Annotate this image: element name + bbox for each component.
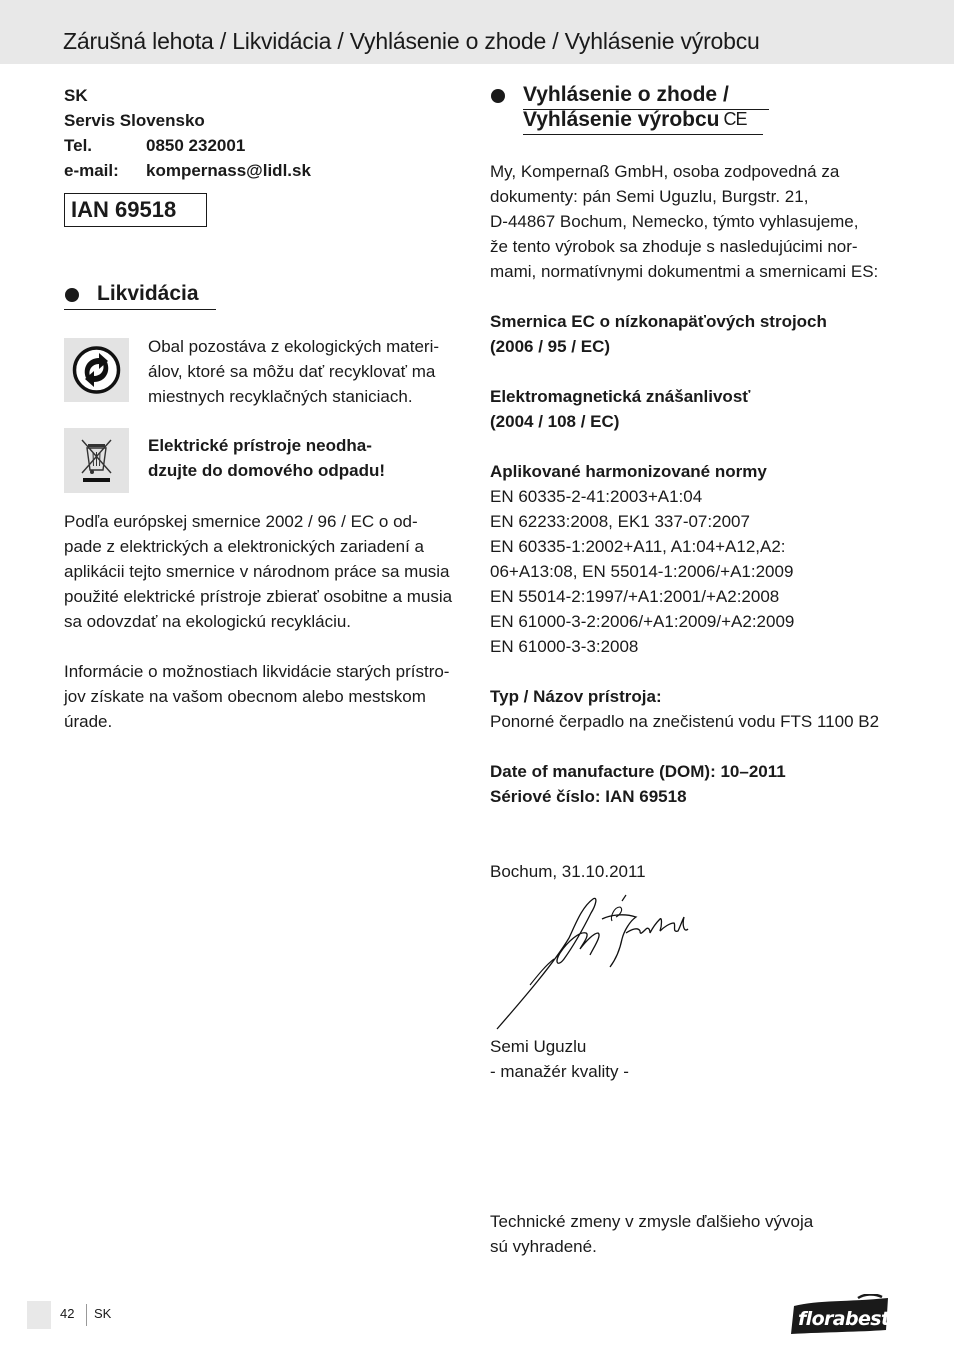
intro-line-2: dokumenty: pán Semi Uguzlu, Burgstr. 21,: [490, 187, 809, 206]
norm-line-6: EN 61000-3-2:2006/+A1:2009/+A2:2009: [490, 612, 795, 631]
page-title: Zárušná lehota / Likvidácia / Vyhlásenie o zhode / Vyhlásenie výrobcu: [63, 28, 760, 54]
section-bullet-icon: [65, 288, 79, 302]
signer-role: - manažér kvality -: [490, 1062, 629, 1081]
disposal-para1-line-2: pade z elektrických a elektronických zariadení a: [64, 537, 425, 556]
tel-label: Tel.: [64, 136, 93, 155]
section-bullet-icon: [491, 89, 505, 103]
conformity-heading-underline-2: [523, 134, 763, 135]
conformity-heading-line-2: [523, 107, 747, 133]
weee-icon-box: [64, 428, 129, 493]
intro-line-3: D-44867 Bochum, Nemecko, týmto vyhlasujeme,: [490, 212, 859, 231]
lv-directive-line-1: Smernica EC o nízkonapäťových strojoch: [490, 312, 827, 331]
ce-mark-icon: CE: [723, 109, 747, 129]
norm-line-7: EN 61000-3-3:2008: [490, 637, 639, 656]
disposal-heading-underline: [64, 309, 216, 310]
recycle-icon-box: [64, 338, 129, 402]
norm-line-1: EN 60335-2-41:2003+A1:04: [490, 487, 703, 506]
emc-line-2: (2004 / 108 / EC): [490, 412, 620, 431]
type-heading: Typ / Názov prístroja:: [490, 687, 662, 706]
service-contact: [64, 83, 311, 183]
contact-service: Servis Slovensko: [64, 111, 205, 130]
ian-box: IAN 69518: [64, 193, 207, 227]
contact-country: SK: [64, 86, 88, 105]
norms-heading: Aplikované harmonizované normy: [490, 462, 767, 481]
email-label: e-mail:: [64, 161, 119, 180]
disposal-para2-line-2: jov získate na vašom obecnom alebo mestskom: [64, 687, 426, 706]
weee-line-2: dzujte do domového odpadu!: [148, 461, 386, 480]
changes-line-1: Technické zmeny v zmysle ďalšieho vývoja: [490, 1212, 814, 1231]
emc-line-1: Elektromagnetická znášanlivosť: [490, 387, 751, 406]
footer-language: SK: [94, 1306, 112, 1321]
norm-line-5: EN 55014-2:1997/+A1:2001/+A2:2008: [490, 587, 780, 606]
disposal-para1-line-5: sa odovzdať na ekologickú recykláciu.: [64, 612, 352, 631]
conformity-heading-text: Vyhlásenie výrobcu: [523, 108, 720, 131]
disposal-para1-line-3: aplikácii tejto smernice v národnom práce sa musia: [64, 562, 450, 581]
serial-line: Sériové číslo: IAN 69518: [490, 787, 687, 806]
crossed-out-wheelie-bin-icon: [64, 428, 129, 493]
weee-line-1: Elektrické prístroje neodha-: [148, 436, 372, 455]
type-value: Ponorné čerpadlo na znečistenú vodu FTS 1100 B2: [490, 712, 880, 731]
footer-square: [27, 1301, 51, 1329]
disposal-para1-line-4: použité elektrické prístroje zbierať osobitne a musia: [64, 587, 453, 606]
norm-line-3: EN 60335-1:2002+A11, A1:04+A12,A2:: [490, 537, 786, 556]
packaging-line-1: Obal pozostáva z ekologických materi-: [148, 337, 440, 356]
contact-tel: [64, 133, 311, 158]
norm-line-2: EN 62233:2008, EK1 337-07:2007: [490, 512, 750, 531]
email-value: kompernass@lidl.sk: [146, 161, 311, 180]
florabest-logo: [788, 1294, 892, 1336]
disposal-para2-line-1: Informácie o možnostiach likvidácie starých prístro-: [64, 662, 450, 681]
contact-email: [64, 158, 311, 183]
intro-line-5: mami, normatívnymi dokumentmi a smernicami ES:: [490, 262, 879, 281]
place-date: Bochum, 31.10.2011: [490, 862, 646, 881]
signer-name: Semi Uguzlu: [490, 1037, 587, 1056]
packaging-line-3: miestnych recyklačných staniciach.: [148, 387, 413, 406]
footer-divider: [86, 1304, 87, 1326]
disposal-para1-line-1: Podľa európskej smernice 2002 / 96 / EC o od-: [64, 512, 418, 531]
intro-line-1: My, Kompernaß GmbH, osoba zodpovedná za: [490, 162, 840, 181]
page-number: 42: [60, 1306, 75, 1321]
norm-line-4: 06+A13:08, EN 55014-1:2006/+A1:2009: [490, 562, 794, 581]
dom-line: Date of manufacture (DOM): 10–2011: [490, 762, 786, 781]
lv-directive-line-2: (2006 / 95 / EC): [490, 337, 611, 356]
packaging-line-2: álov, ktoré sa môžu dať recyklovať ma: [148, 362, 436, 381]
florabest-logo-text: florabest: [798, 1308, 890, 1330]
recycling-arrows-icon: [64, 338, 129, 402]
changes-line-2: sú vyhradené.: [490, 1237, 597, 1256]
disposal-para2-line-3: úrade.: [64, 712, 113, 731]
conformity-heading-line-1: Vyhlásenie o zhode /: [523, 83, 729, 106]
tel-value: 0850 232001: [146, 136, 246, 155]
intro-line-4: že tento výrobok sa zhoduje s nasledujúcimi nor-: [490, 237, 858, 256]
disposal-heading: Likvidácia: [97, 282, 199, 305]
signature-icon: [494, 893, 694, 1033]
